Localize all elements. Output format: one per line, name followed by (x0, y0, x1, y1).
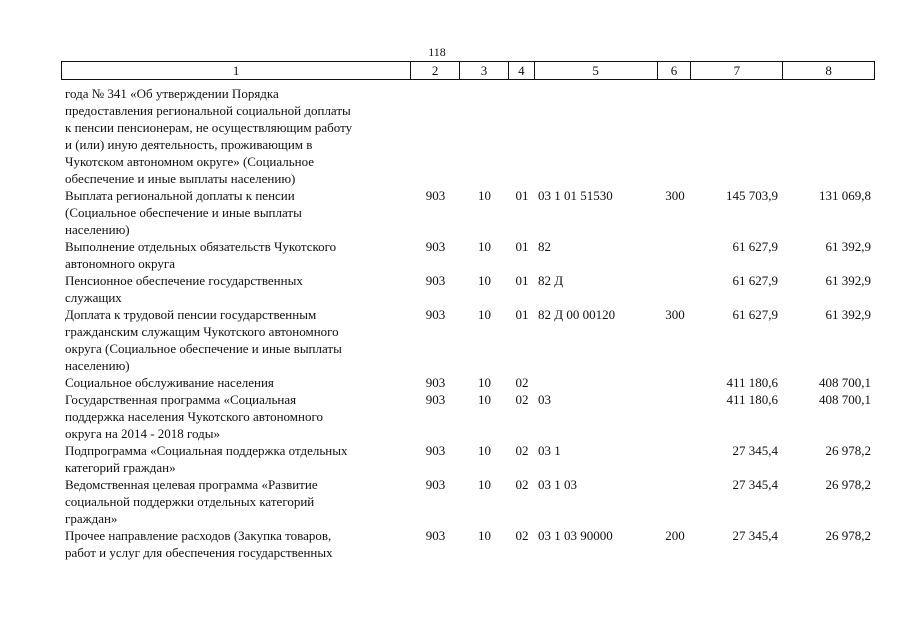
section-cell: 10 (478, 239, 491, 254)
row-name-line: Выполнение отдельных обязательств Чукотского (65, 239, 337, 254)
row-name-line: служащих (65, 290, 122, 305)
row-name-cell (61, 442, 411, 476)
row-name-line: Ведомственная целевая программа «Развитие (65, 477, 318, 492)
amount-2-cell (784, 85, 875, 187)
table-row (61, 527, 875, 561)
amount-1-cell: 27 345,4 (732, 443, 778, 458)
table-row (61, 476, 875, 527)
row-name-line: автономного округа (65, 256, 175, 271)
section-cell: 10 (478, 392, 491, 407)
row-name-line: Чукотском автономном округе» (Социальное (65, 154, 315, 169)
grbs-cell: 903 (425, 443, 446, 458)
row-name-line: граждан» (65, 511, 118, 526)
target-article-cell: 82 Д 00 00120 (538, 307, 616, 322)
row-name-line: к пенсии пенсионерам, не осуществляющим работу (65, 120, 353, 135)
grbs-cell: 903 (425, 477, 446, 492)
table-row (61, 374, 875, 391)
table-header-row (61, 61, 875, 80)
row-name-line: Подпрограмма «Социальная поддержка отдельных (65, 443, 348, 458)
amount-1-cell (692, 85, 784, 187)
subsection-cell: 01 (515, 307, 529, 322)
target-article-cell: 03 (538, 392, 551, 407)
amount-2-cell: 131 069,8 (819, 188, 871, 203)
target-article-cell (535, 374, 658, 391)
amount-2-cell: 408 700,1 (819, 375, 871, 390)
amount-2-cell: 26 978,2 (825, 477, 871, 492)
row-name-line: категорий граждан» (65, 460, 176, 475)
row-name-line: населению) (65, 358, 130, 373)
row-name-line: Выплата региональной доплаты к пенсии (65, 188, 295, 203)
section-cell: 10 (478, 375, 491, 390)
subsection-cell: 01 (515, 239, 529, 254)
subsection-cell: 01 (515, 188, 529, 203)
grbs-cell: 903 (425, 307, 446, 322)
header-col-4: 4 (509, 62, 535, 79)
expense-type-cell: 300 (665, 307, 685, 322)
row-name-line: года № 341 «Об утверждении Порядка (65, 86, 279, 101)
amount-2-cell: 61 392,9 (825, 239, 871, 254)
row-name-cell (61, 85, 411, 187)
header-col-3: 3 (460, 62, 509, 79)
row-name-line: округа (Социальное обеспечение и иные выплаты (65, 341, 342, 356)
expense-type-cell (658, 272, 692, 306)
subsection-cell: 01 (515, 273, 529, 288)
subsection-cell: 02 (515, 477, 529, 492)
row-name-cell (61, 306, 411, 374)
target-article-cell: 82 (538, 239, 551, 254)
header-col-7: 7 (691, 62, 783, 79)
grbs-cell (411, 85, 460, 187)
subsection-cell: 02 (515, 375, 529, 390)
row-name-cell (61, 187, 411, 238)
subsection-cell: 02 (515, 443, 529, 458)
row-name-cell (61, 476, 411, 527)
row-name-line: Социальное обслуживание населения (65, 375, 274, 390)
amount-1-cell: 145 703,9 (726, 188, 778, 203)
target-article-cell: 82 Д (538, 273, 564, 288)
grbs-cell: 903 (425, 239, 446, 254)
row-name-line: населению) (65, 222, 130, 237)
row-name-cell (61, 374, 411, 391)
amount-1-cell: 27 345,4 (732, 528, 778, 543)
row-name-line: Прочее направление расходов (Закупка товаров, (65, 528, 332, 543)
section-cell: 10 (478, 477, 491, 492)
table-row (61, 306, 875, 374)
table-row (61, 238, 875, 272)
header-col-5: 5 (535, 62, 658, 79)
grbs-cell: 903 (425, 188, 446, 203)
expense-type-cell (658, 442, 692, 476)
section-cell: 10 (478, 273, 491, 288)
expense-type-cell: 200 (665, 528, 685, 543)
section-cell (460, 85, 509, 187)
page-number: 118 (428, 45, 446, 59)
amount-2-cell: 26 978,2 (825, 443, 871, 458)
header-col-1: 1 (62, 62, 411, 79)
amount-1-cell: 61 627,9 (732, 239, 778, 254)
section-cell: 10 (478, 528, 491, 543)
target-article-cell: 03 1 (538, 443, 561, 458)
subsection-cell: 02 (515, 392, 529, 407)
section-cell: 10 (478, 443, 491, 458)
table-body (61, 85, 875, 561)
amount-1-cell: 61 627,9 (732, 273, 778, 288)
amount-2-cell: 61 392,9 (825, 273, 871, 288)
amount-1-cell: 27 345,4 (732, 477, 778, 492)
row-name-line: предоставления региональной социальной доплаты (65, 103, 351, 118)
grbs-cell: 903 (425, 528, 446, 543)
header-col-6: 6 (658, 62, 692, 79)
amount-2-cell: 408 700,1 (819, 392, 871, 407)
amount-2-cell: 26 978,2 (825, 528, 871, 543)
table-row (61, 442, 875, 476)
row-name-line: Пенсионное обеспечение государственных (65, 273, 303, 288)
header-col-8: 8 (825, 63, 832, 78)
amount-2-cell: 61 392,9 (825, 307, 871, 322)
expense-type-cell (658, 391, 692, 442)
target-article-cell (535, 85, 658, 187)
row-name-line: Доплата к трудовой пенсии государственным (65, 307, 317, 322)
expense-type-cell (658, 85, 692, 187)
section-cell: 10 (478, 188, 491, 203)
table-row (61, 391, 875, 442)
target-article-cell: 03 1 01 51530 (538, 188, 613, 203)
subsection-cell (509, 85, 535, 187)
row-name-line: обеспечение и иные выплаты населению) (65, 171, 296, 186)
row-name-line: (Социальное обеспечение и иные выплаты (65, 205, 302, 220)
section-cell: 10 (478, 307, 491, 322)
row-name-line: округа на 2014 - 2018 годы» (65, 426, 221, 441)
header-col-2: 2 (411, 62, 460, 79)
row-name-cell (61, 272, 411, 306)
row-name-line: поддержка населения Чукотского автономного (65, 409, 323, 424)
expense-type-cell (658, 476, 692, 527)
row-name-line: социальной поддержки отдельных категорий (65, 494, 315, 509)
amount-1-cell: 411 180,6 (726, 375, 778, 390)
expense-type-cell (658, 374, 692, 391)
grbs-cell: 903 (425, 273, 446, 288)
row-name-line: и (или) иную деятельность, проживающим в (65, 137, 313, 152)
expense-type-cell (658, 238, 692, 272)
row-name-line: Государственная программа «Социальная (65, 392, 297, 407)
table-row (61, 187, 875, 238)
row-name-line: гражданским служащим Чукотского автономного (65, 324, 339, 339)
table-row (61, 85, 875, 187)
amount-1-cell: 61 627,9 (732, 307, 778, 322)
table-row (61, 272, 875, 306)
expense-type-cell: 300 (665, 188, 685, 203)
row-name-line: работ и услуг для обеспечения государственных (65, 545, 333, 560)
row-name-cell (61, 391, 411, 442)
row-name-cell (61, 238, 411, 272)
grbs-cell: 903 (425, 392, 446, 407)
target-article-cell: 03 1 03 90000 (538, 528, 613, 543)
amount-1-cell: 411 180,6 (726, 392, 778, 407)
grbs-cell: 903 (425, 375, 446, 390)
row-name-cell (61, 527, 411, 561)
target-article-cell: 03 1 03 (538, 477, 577, 492)
subsection-cell: 02 (515, 528, 529, 543)
